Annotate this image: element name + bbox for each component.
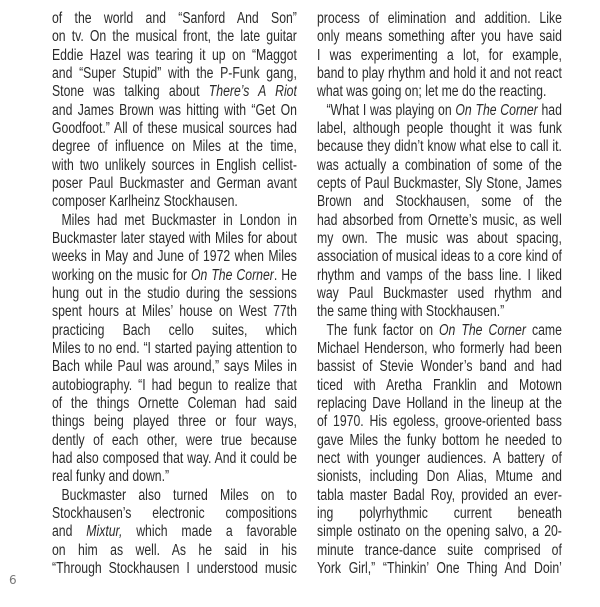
text-line <box>317 340 562 358</box>
text-segment: Eddie Hazel was tearing it up on “Maggot <box>52 46 297 64</box>
text-segment: dently of each other, were true because <box>52 431 297 449</box>
text-segment: had absorbed from Ornette’s music, as well <box>317 211 562 229</box>
text-segment: and <box>52 523 87 541</box>
text-segment: of 1970. His egoless, groove-oriented bass <box>317 413 562 431</box>
text-line <box>52 505 297 523</box>
page-number: 6 <box>9 573 17 587</box>
text-segment: Buckmaster later stayed with Miles for about <box>52 229 297 247</box>
text-line <box>317 395 562 413</box>
text-segment: replacing Dave Holland in the lineup at the <box>317 394 562 412</box>
text-line <box>317 487 562 505</box>
italic-title: There’s A Riot <box>208 83 297 101</box>
text-segment: “What I was playing on <box>326 101 456 119</box>
text-segment: nect with younger audiences. A battery of <box>317 449 562 467</box>
text-segment: Goodfoot.” All of these musical sources had <box>52 119 297 137</box>
text-segment: composer Karlheinz Stockhausen. <box>52 193 238 211</box>
text-line <box>52 120 297 138</box>
text-line <box>317 230 562 248</box>
text-line <box>52 65 297 83</box>
text-line <box>52 432 297 450</box>
text-line <box>52 267 297 285</box>
text-line <box>52 413 297 431</box>
text-segment: Stone was talking about <box>52 83 209 101</box>
text-segment: Buckmaster also turned Miles on to <box>61 486 297 504</box>
text-line <box>317 413 562 431</box>
text-segment: label, although people thought it was funk <box>317 119 562 137</box>
text-segment: rhythm and vamps of the bass line. I liked <box>317 266 562 284</box>
italic-title: On The Corner <box>191 266 274 284</box>
italic-title: On The Corner <box>439 321 526 339</box>
text-segment: of the things Ornette Coleman had said <box>52 394 297 412</box>
text-line <box>317 542 562 560</box>
italic-title: On The Corner <box>455 101 538 119</box>
text-segment: hung out in the studio during the sessions <box>52 284 297 302</box>
text-line <box>317 303 562 321</box>
text-segment: autobiography. “I had begun to realize that <box>52 376 297 394</box>
text-segment: . He <box>273 266 297 284</box>
text-segment: the same thing with Stockhausen.” <box>317 303 505 321</box>
text-segment: Stockhausen’s electronic compositions <box>52 504 297 522</box>
text-segment: what was going on; let me do the reacting. <box>317 83 547 101</box>
text-segment: things being played three or four ways, <box>52 413 297 431</box>
text-segment: ing polyrhythmic current beneath <box>317 504 562 522</box>
text-segment: minute trance-dance suite comprised of <box>317 541 562 559</box>
text-segment: Miles had met Buckmaster in London in <box>61 211 297 229</box>
text-column-right <box>317 10 562 578</box>
text-line <box>317 523 562 541</box>
text-line <box>52 395 297 413</box>
text-segment: Bach while Paul was around,” says Miles in <box>52 358 297 376</box>
text-segment: with two unlikely sources in English cellist- <box>52 156 297 174</box>
text-line <box>52 285 297 303</box>
text-line <box>52 340 297 358</box>
text-line <box>52 303 297 321</box>
text-segment: spent hours at Miles’ house on West 77th <box>52 303 297 321</box>
text-segment: band to play rhythm and hold it and not react <box>317 64 562 82</box>
text-line <box>317 267 562 285</box>
text-line <box>317 358 562 376</box>
text-line <box>317 10 562 28</box>
text-line <box>317 377 562 395</box>
text-line <box>317 432 562 450</box>
text-segment: had <box>541 101 562 119</box>
text-line <box>317 47 562 65</box>
text-line <box>317 450 562 468</box>
text-line <box>52 47 297 65</box>
text-line <box>52 230 297 248</box>
text-line <box>317 322 562 340</box>
paragraph <box>317 10 562 102</box>
text-line <box>317 248 562 266</box>
text-segment: came <box>531 321 562 339</box>
text-line <box>317 285 562 303</box>
text-line <box>317 212 562 230</box>
text-line <box>52 523 297 541</box>
text-segment: and “Super Stupid” with the P-Funk gang, <box>52 64 297 82</box>
text-line <box>317 65 562 83</box>
text-line <box>52 157 297 175</box>
text-line <box>52 248 297 266</box>
text-segment: which made a favorable <box>136 523 297 541</box>
text-segment: The funk factor on <box>326 321 440 339</box>
text-segment: real funky and down.” <box>52 468 170 486</box>
text-segment: poser Paul Buckmaster and German avant <box>52 174 297 192</box>
text-segment: cepts of Paul Buckmaster, Sly Stone, James <box>317 174 562 192</box>
text-line <box>52 28 297 46</box>
text-line <box>317 120 562 138</box>
text-segment: I was experimenting a lot, for example, <box>317 46 562 64</box>
text-line <box>317 560 562 578</box>
text-column-left <box>52 10 297 578</box>
text-line <box>317 193 562 211</box>
text-segment: Brown and Stockhausen, some of the <box>317 193 562 211</box>
text-line <box>317 505 562 523</box>
text-segment: only means something after you have said <box>317 28 562 46</box>
text-line <box>52 468 297 486</box>
text-segment: York Girl,” “Thinkin’ One Thing And Doin’ <box>317 559 562 577</box>
text-segment: Michael Henderson, who formerly had been <box>317 339 562 357</box>
text-segment: on tv. On the musical front, the late guitar <box>52 28 297 46</box>
text-segment: working on the music for <box>52 266 192 284</box>
text-segment: was actually a combination of some of the <box>317 156 562 174</box>
paragraph <box>52 10 297 212</box>
text-segment: bassist of Stevie Wonder’s band and had <box>317 358 562 376</box>
text-line <box>52 358 297 376</box>
text-segment: gave Miles the funky bottom he needed to <box>317 431 562 449</box>
text-line <box>52 212 297 230</box>
text-line <box>317 83 562 101</box>
paragraph <box>52 212 297 487</box>
text-line <box>52 138 297 156</box>
text-line <box>52 83 297 101</box>
text-segment: and James Brown was hitting with “Get On <box>52 101 297 119</box>
text-line <box>52 487 297 505</box>
text-segment: ticed with Aretha Franklin and Motown <box>317 376 562 394</box>
italic-title: Mixtur, <box>86 523 123 541</box>
text-line <box>52 10 297 28</box>
text-line <box>317 28 562 46</box>
text-line <box>52 322 297 340</box>
paragraph <box>52 487 297 579</box>
text-segment: of the world and “Sanford And Son” <box>52 10 297 27</box>
text-line <box>317 157 562 175</box>
text-segment: association of musical ideas to a core kind of <box>317 248 562 266</box>
text-line <box>52 377 297 395</box>
text-segment: process of elimination and addition. Like <box>317 10 562 27</box>
text-segment: tabla master Badal Roy, provided an ever- <box>317 486 562 504</box>
text-segment: Miles to no end. “I started paying attention to <box>52 339 297 357</box>
text-segment: weeks in May and June of 1972 when Miles <box>52 248 297 266</box>
text-line <box>52 560 297 578</box>
paragraph <box>317 102 562 322</box>
text-line <box>52 175 297 193</box>
text-segment: degree of influence on Miles at the time, <box>52 138 297 156</box>
text-segment: practicing Bach cello suites, which <box>52 321 297 339</box>
text-segment: my own. The music was about spacing, <box>317 229 562 247</box>
text-segment: on him as well. As he said in his <box>52 541 297 559</box>
text-line <box>52 193 297 211</box>
text-segment: sionists, including Don Alias, Mtume and <box>317 468 562 486</box>
text-segment: simple ostinato on the opening salvo, a 20- <box>317 523 562 541</box>
text-line <box>52 542 297 560</box>
text-line <box>317 468 562 486</box>
text-line <box>317 175 562 193</box>
text-line <box>317 102 562 120</box>
text-segment: “Through Stockhausen I understood music <box>52 559 297 577</box>
text-line <box>52 450 297 468</box>
paragraph <box>317 322 562 579</box>
text-line <box>317 138 562 156</box>
text-line <box>52 102 297 120</box>
text-segment: had also composed that way. And it could be <box>52 449 297 467</box>
text-segment: way Paul Buckmaster used rhythm and <box>317 284 562 302</box>
text-segment: because they didn’t know what else to call it. <box>317 138 562 156</box>
